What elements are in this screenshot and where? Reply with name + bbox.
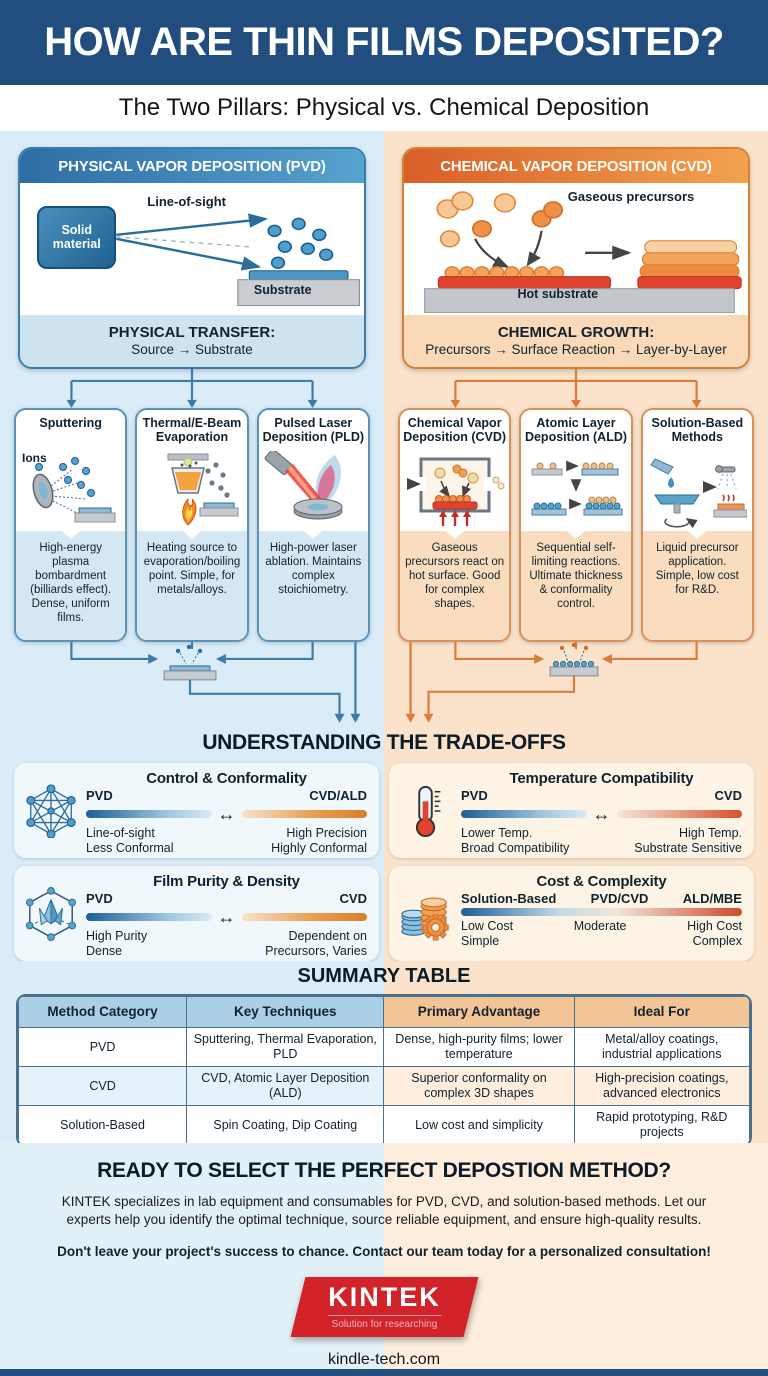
website-link[interactable]: kindle-tech.com [327,1350,441,1368]
cell: Superior conformality on complex 3D shapes [384,1067,574,1106]
cell: CVD [19,1067,187,1106]
coins-gear-icon [397,873,455,955]
left-label: PVD [461,788,488,804]
tradeoff-title: Control & Conformality [146,770,307,788]
pvd-method-cards [0,408,384,641]
gaseous-precursors-label: Gaseous precursors [567,188,695,204]
double-arrow: ↔ [217,804,236,825]
cell: Spin Coating, Dip Coating [187,1106,384,1145]
right-desc: Dependent on Precursors, Varies [265,929,367,958]
card-desc: Gaseous precursors react on hot surface. Good for complex shapes. [400,531,509,639]
cell: Sputtering, Thermal Evaporation, PLD [187,1028,384,1067]
cvd-chamber-icon [400,449,509,531]
right-label: CVD/ALD [309,788,367,804]
tradeoffs-section [0,729,768,961]
header-bar [0,0,768,85]
cell: Solution-Based [19,1106,187,1145]
right-label: CVD [339,891,367,907]
card-desc: Liquid precursor application. Simple, low cost for R&D. [643,531,752,639]
laser-ablation-icon [259,449,368,531]
bottom-accent-bar [0,1369,768,1376]
footer-cta: Don't leave your project's success to chance. Contact our team today for a personalized consultation! [57,1243,711,1259]
cell: CVD, Atomic Layer Deposition (ALD) [187,1067,384,1106]
card-cvd [398,408,511,641]
cvd-method-cards [384,408,768,641]
col-header: Method Category [19,997,187,1028]
right-desc: High Cost Complex [687,919,742,948]
molecular-lattice-icon [22,770,80,852]
cell: Low cost and simplicity [384,1106,574,1145]
cvd-main-box [402,147,750,368]
card-title: Atomic Layer Deposition (ALD) [524,416,628,445]
ald-layers-icon [521,449,630,531]
tradeoff-control-conformality [14,763,379,858]
double-arrow: ↔ [592,804,611,825]
card-ald [519,408,632,641]
pvd-gradient-bar [86,810,212,818]
right-desc: High Precision Highly Conformal [271,826,367,855]
logo-name: KINTEK [327,1281,441,1312]
left-label: PVD [86,788,113,804]
cvd-branch-connectors [384,369,768,409]
tradeoff-temperature [389,763,754,858]
card-desc: High-power laser ablation. Maintains complex stoichiometry. [259,531,368,639]
right-label: CVD [714,788,742,804]
kintek-logo[interactable] [290,1277,477,1337]
cell: Rapid prototyping, R&D projects [574,1106,749,1145]
pvd-diagram [20,183,364,315]
cvd-gradient-bar [242,810,368,818]
cvd-converge-arrows [384,642,768,730]
col-header: Ideal For [574,997,749,1028]
tradeoffs-title: UNDERSTANDING THE TRADE-OFFS [202,731,566,755]
summary-table [16,994,752,1147]
cell: High-precision coatings, advanced electronics [574,1067,749,1106]
summary-section [0,961,768,1143]
tradeoff-purity-density [14,866,379,961]
left-desc: Lower Temp. Broad Compatibility [461,826,570,855]
double-arrow: ↔ [217,907,236,928]
mid-desc: Moderate [573,919,627,934]
cvd-title: CHEMICAL VAPOR DEPOSITION (CVD) [404,149,748,183]
table-row [19,1067,750,1106]
tradeoff-title: Temperature Compatibility [509,770,694,788]
table-header-row [19,997,750,1028]
card-title: Thermal/E-Beam Evaporation [142,416,242,445]
footer-section [0,1143,768,1369]
line-of-sight-label: Line-of-sight [147,194,226,209]
left-desc: Line-of-sight Less Conformal [86,826,174,855]
card-desc: Sequential self-limiting reactions. Ultimate thickness & conformality control. [521,531,630,639]
thermometer-icon [397,770,455,852]
page-title: HOW ARE THIN FILMS DEPOSITED? [44,20,724,65]
footer-heading: READY TO SELECT THE PERFECT DEPOSTION METHOD? [97,1159,671,1183]
tradeoff-title: Cost & Complexity [536,873,667,891]
pvd-mechanism-title: PHYSICAL TRANSFER: [108,323,276,341]
left-label: PVD [86,891,113,907]
label-solution: Solution-Based [461,891,557,907]
evaporation-icon [137,449,246,531]
hot-substrate-label: Hot substrate [517,287,599,302]
cvd-diagram [404,183,748,315]
pvd-gradient-bar [86,913,212,921]
substrate-label: Substrate [253,283,312,298]
cvd-mechanism-title: CHEMICAL GROWTH: [497,323,655,341]
tradeoff-cost-complexity [389,866,754,961]
pvd-mechanism-desc: Source → Substrate [131,341,253,357]
card-sputtering [14,408,127,641]
cvd-mechanism-desc: Precursors → Surface Reaction → Layer-by-Layer [425,341,727,357]
table-row [19,1028,750,1067]
subtitle: The Two Pillars: Physical vs. Chemical Deposition [0,85,768,131]
card-desc: High-energy plasma bombardment (billiards effect). Dense, uniform films. [16,531,125,639]
ions-label: Ions [22,451,47,466]
cvd-gradient-bar [617,810,743,818]
solution-coating-icon [643,449,752,531]
cell: Metal/alloy coatings, industrial applications [574,1028,749,1067]
card-title: Pulsed Laser Deposition (PLD) [262,416,365,445]
pvd-mechanism [20,315,364,367]
crystal-icon [22,873,80,955]
pvd-column [0,131,384,729]
pvd-branch-connectors [0,369,384,409]
tradeoffs-grid [0,763,768,961]
summary-title: SUMMARY TABLE [297,965,471,988]
footer-body: KINTEK specializes in lab equipment and consumables for PVD, CVD, and solution-based methods. Let our experts help you identify the optimal technique, source reliable equipment, and ensure high-quality results. [61,1194,707,1228]
label-pvdcvd: PVD/CVD [590,891,649,907]
card-pld [257,408,370,641]
col-header: Key Techniques [187,997,384,1028]
right-desc: High Temp. Substrate Sensitive [634,826,742,855]
table-row [19,1106,750,1145]
sputtering-icon [16,449,125,531]
cvd-column [384,131,768,729]
pvd-title: PHYSICAL VAPOR DEPOSITION (PVD) [20,149,364,183]
left-desc: Low Cost Simple [461,919,514,948]
cell: PVD [19,1028,187,1067]
cell: Dense, high-purity films; lower temperature [384,1028,574,1067]
card-title: Solution-Based Methods [651,416,744,445]
solid-material-source: Solid material [37,206,116,269]
cvd-gradient-bar [242,913,368,921]
card-solution-based [641,408,754,641]
col-header: Primary Advantage [384,997,574,1028]
cvd-mechanism [404,315,748,367]
pillars-section [0,131,768,729]
logo-tagline: Solution for researching [328,1315,441,1330]
pvd-converge-arrows [0,642,384,730]
card-thermal-evaporation [135,408,248,641]
label-aldmbe: ALD/MBE [682,891,742,907]
card-title: Sputtering [39,416,102,431]
tradeoff-title: Film Purity & Density [153,873,300,891]
pvd-gradient-bar [461,810,587,818]
pvd-main-box [18,147,366,368]
cost-gradient-bar [461,908,742,916]
left-desc: High Purity Dense [86,929,148,958]
card-desc: Heating source to evaporation/boiling point. Simple, for metals/alloys. [137,531,246,639]
card-title: Chemical Vapor Deposition (CVD) [403,416,507,445]
